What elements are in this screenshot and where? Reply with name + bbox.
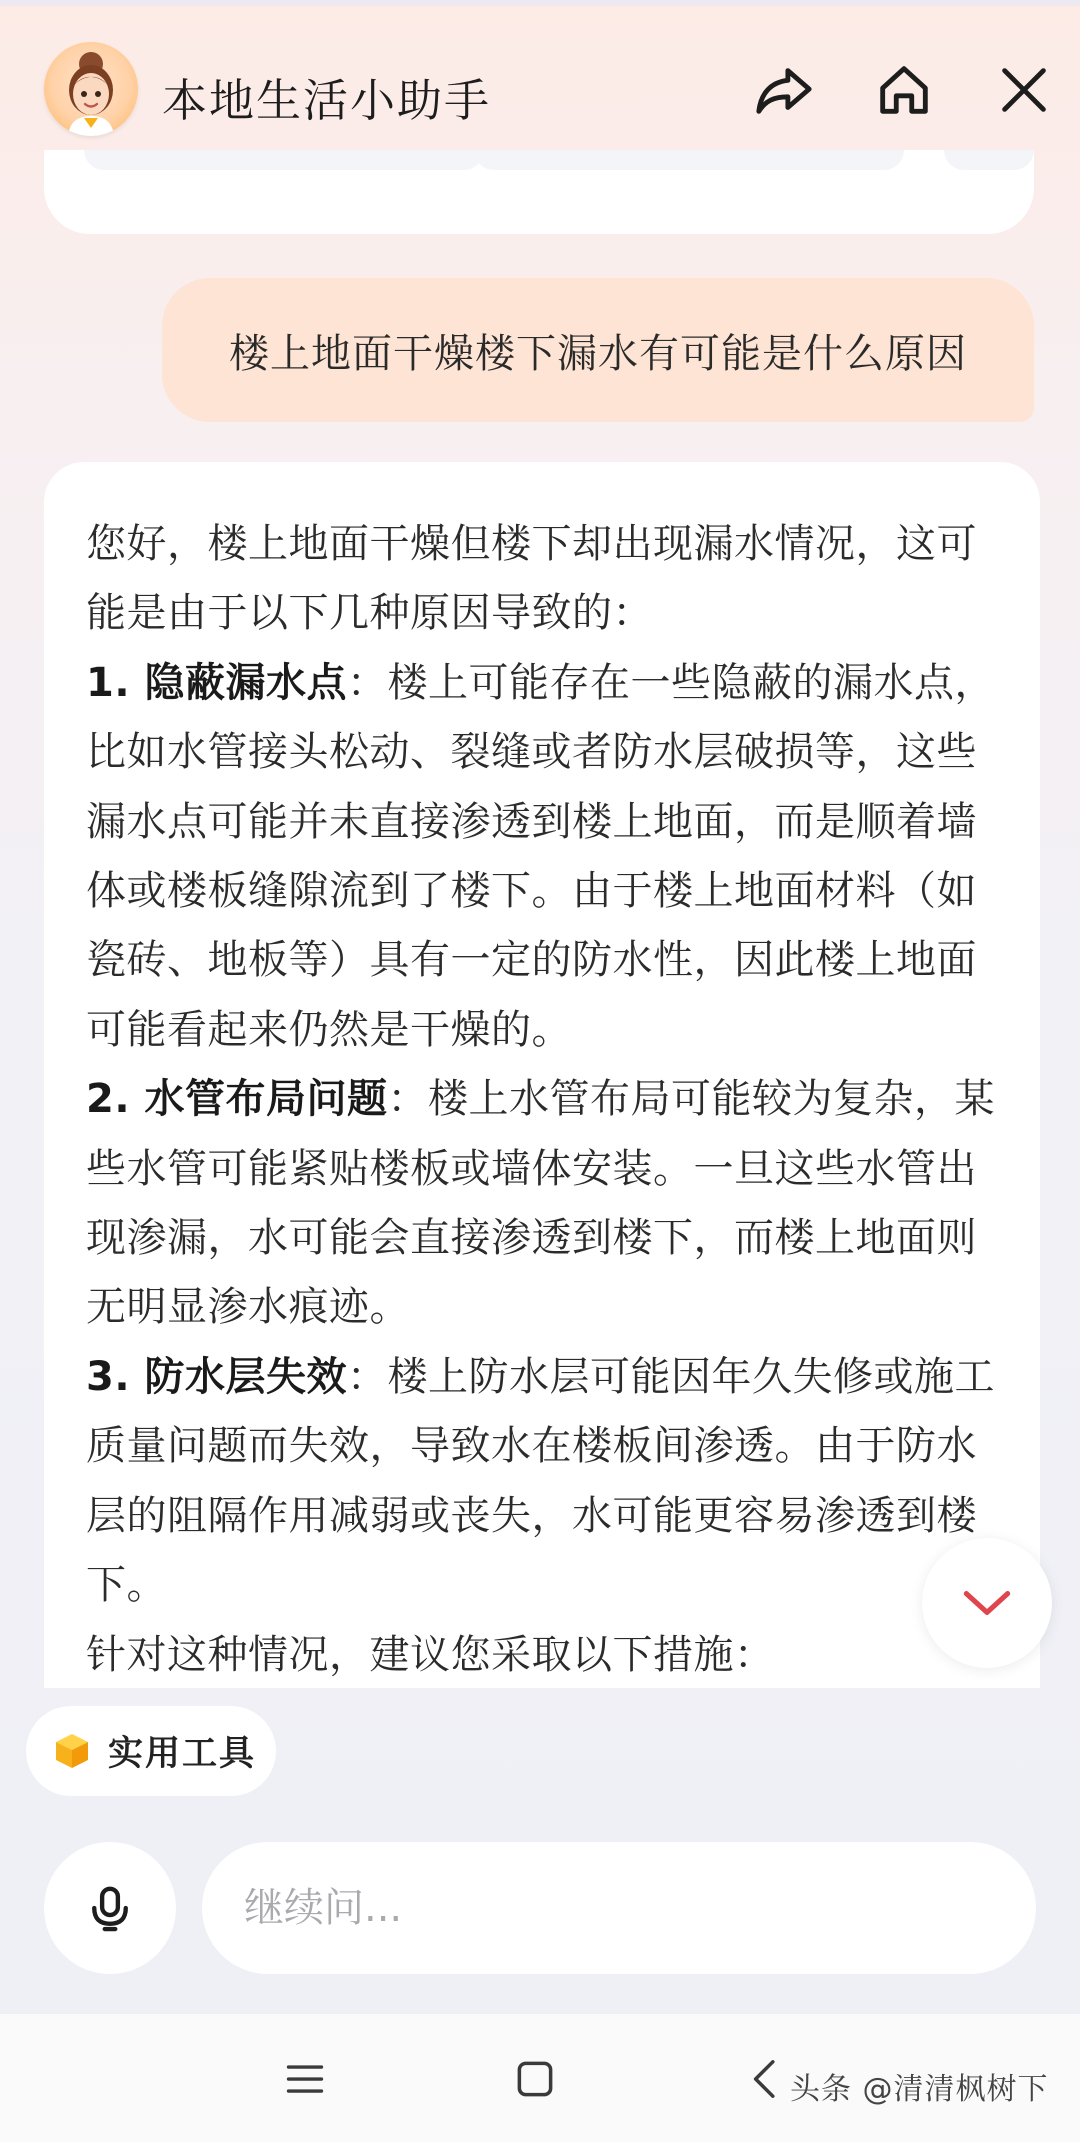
close-icon [993, 59, 1055, 121]
watermark: 头条 @清清枫树下 [790, 2072, 1049, 2107]
chevron-down-icon [957, 1573, 1017, 1633]
tools-button[interactable] [26, 1706, 276, 1796]
answer-item-heading: 2. 水管布局问题 [86, 1076, 388, 1123]
voice-input-button[interactable] [44, 1842, 176, 1974]
microphone-icon [82, 1880, 138, 1936]
suggestion-chip[interactable] [474, 150, 904, 170]
avatar-icon [44, 42, 138, 136]
assistant-answer-card [44, 462, 1040, 1688]
share-button[interactable] [744, 50, 824, 130]
home-button[interactable] [864, 50, 944, 130]
answer-intro: 您好，楼上地面干燥但楼下却出现漏水情况，这可能是由于以下几种原因导致的： [86, 521, 977, 637]
home-square-button[interactable] [500, 2044, 570, 2114]
answer-closing: 针对这种情况，建议您采取以下措施： [86, 1631, 775, 1678]
share-icon [753, 59, 815, 121]
answer-text [86, 510, 1016, 1688]
menu-button[interactable] [270, 2044, 340, 2114]
close-button[interactable] [984, 50, 1064, 130]
previous-message-card [44, 150, 1034, 234]
avatar-assistant[interactable] [44, 42, 138, 136]
scroll-down-button[interactable] [922, 1538, 1052, 1668]
status-strip [0, 0, 1080, 6]
menu-icon [281, 2055, 329, 2103]
answer-item-text: ：楼上水管布局可能较为复杂，某些水管可能紧贴楼板或墙体安装。一旦这些水管出现渗漏，水可能会直接渗透到楼下，而楼上地面则无明显渗水痕迹。 [86, 1076, 995, 1331]
cube-icon [52, 1731, 92, 1771]
answer-item-text: ：楼上防水层可能因年久失修或施工质量问题而失效，导致水在楼板间渗透。由于防水层的阻隔作用减弱或丧失，水可能更容易渗透到楼下。 [86, 1353, 995, 1609]
suggestion-chip[interactable] [84, 150, 484, 170]
answer-item-heading: 1. 隐蔽漏水点 [86, 659, 347, 706]
header [0, 20, 1080, 170]
tools-label: 实用工具 [108, 1734, 257, 1774]
suggestion-chip[interactable] [944, 150, 1034, 170]
page-title: 本地生活小助手 [162, 74, 492, 127]
question-input[interactable] [202, 1842, 1036, 1974]
home-square-icon [510, 2054, 560, 2104]
answer-item [86, 1065, 1016, 1343]
back-icon [740, 2054, 790, 2104]
answer-item-text: ：楼上可能存在一些隐蔽的漏水点，比如水管接头松动、裂缝或者防水层破损等，这些漏水点可能并未直接渗透到楼上地面，而是顺着墙体或楼板缝隙流到了楼下。由于楼上地面材料（如瓷砖、地板等）具有一定的防水性，因此楼上地面可能看起来仍然是干燥的。 [86, 659, 995, 1053]
user-message-bubble: 楼上地面干燥楼下漏水有可能是什么原因 [162, 278, 1034, 422]
home-icon [873, 59, 935, 121]
answer-item [86, 1343, 1016, 1621]
answer-item [86, 649, 1016, 1065]
answer-item-heading: 3. 防水层失效 [86, 1353, 347, 1400]
